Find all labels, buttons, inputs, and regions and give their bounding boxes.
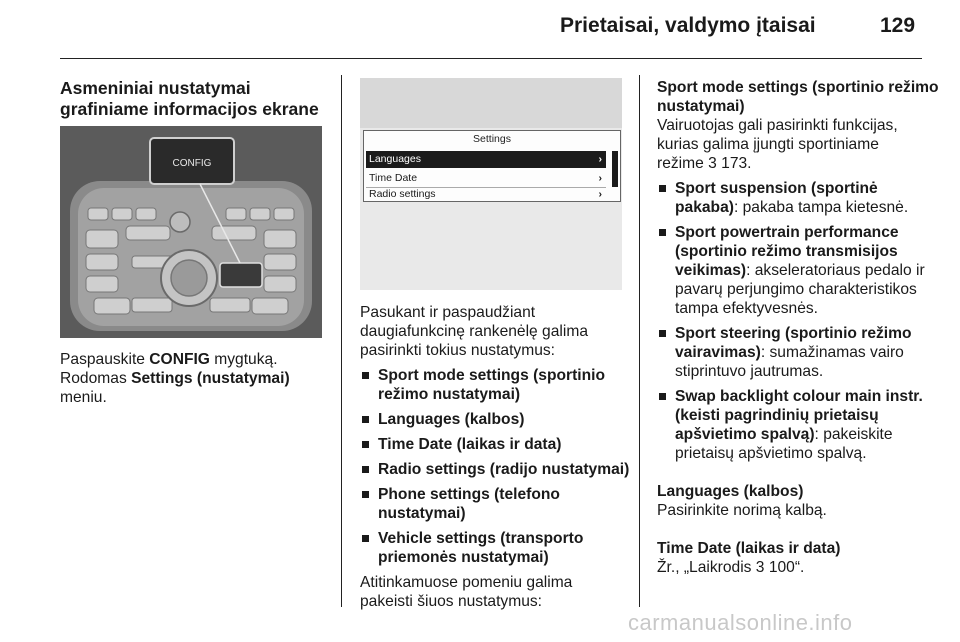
section-heading: Asmeniniai nustatymai grafiniame informacijos ekrane bbox=[60, 78, 319, 119]
screen-item-languages: Languages › bbox=[366, 151, 606, 168]
settings-screen-image bbox=[360, 78, 622, 290]
column-1-text: Paspauskite CONFIG mygtuką. Rodomas Settings (nustatymai) meniu. bbox=[60, 350, 330, 407]
running-header-title: Prietaisai, valdymo įtaisai bbox=[560, 14, 816, 37]
column-3: Sport mode settings (sportinio režimo nustatymai) Vairuotojas gali pasirinkti funkcijas, kurias galima įjungti sportiniame režime 3 173. Sport suspension (sportinė pakaba): pakaba tampa kietesnė. Sport powertrain performance (sportinio režimo transmisijos veikimas): akseleratoriaus pedalo ir pavarų perjungimo charakteristikos tampa efektyvesnės. Sport steering (sportinio režimo vairavimas): sumažinamas vairo stiprintuvo jautrumas. Swap backlight colour main instr. (keisti pagrindinių prietaisų apšvietimo spalvą): pakeiskite prietaisų apšvietimo spalvą. Languages (kalbos) Pasirinkite norimą kalbą. Time Date (laikas ir data) Žr., „Laikrodis 3 100“. bbox=[657, 78, 957, 577]
bullet-phone-settings: Phone settings (telefono nustatymai) bbox=[360, 485, 635, 523]
bullet-vehicle-settings: Vehicle settings (transporto priemonės nustatymai) bbox=[360, 529, 635, 567]
dashboard-photo bbox=[60, 126, 322, 338]
screen-item-radio-settings: Radio settings › bbox=[369, 188, 602, 200]
page-ref-arrow-icon: 3 bbox=[755, 559, 765, 576]
page-ref-arrow-icon: 3 bbox=[708, 155, 717, 172]
column-1 bbox=[60, 78, 330, 120]
column-divider-left bbox=[341, 75, 342, 607]
column-2: Pasukant ir paspaudžiant daugiafunkcinę rankenėlę galima pasirinkti tokius nustatymus: Sport mode settings (sportinio režimo nustatymai) Languages (kalbos) Time Date (laikas ir data) Radio settings (radijo nustatymai) Phone settings (telefono nustatymai) Vehicle settings (transporto priemonės nustatymai) Atitinkamuose pomeniu galima pakeisti šiuos nustatymus: bbox=[360, 303, 635, 611]
instruction-press-config: Paspauskite CONFIG mygtuką. bbox=[60, 351, 278, 368]
time-date-heading: Time Date (laikas ir data) bbox=[657, 540, 841, 557]
bullet-sport-mode: Sport mode settings (sportinio režimo nustatymai) bbox=[360, 366, 635, 404]
photo-config-label: CONFIG bbox=[172, 158, 212, 169]
page-number: 129 bbox=[880, 14, 916, 37]
sport-mode-heading: Sport mode settings (sportinio režimo bbox=[657, 79, 939, 96]
bullet-sport-powertrain: Sport powertrain performance (sportinio režimo transmisijos veikimas): akseleratoriaus pedalo ir pavarų perjungimo charakteristikos tampa efektyvesnės. bbox=[657, 223, 957, 318]
bullet-sport-suspension: Sport suspension (sportinė pakaba): pakaba tampa kietesnė. bbox=[657, 179, 957, 217]
bullet-sport-steering: Sport steering (sportinio režimo vairavimas): sumažinamas vairo stiprintuvo jautrumas. bbox=[657, 324, 957, 381]
header-rule bbox=[60, 58, 922, 59]
column-divider-right bbox=[639, 75, 640, 607]
bullet-swap-backlight: Swap backlight colour main instr. (keisti pagrindinių prietaisų apšvietimo spalvą): pakeiskite prietaisų apšvietimo spalvą. bbox=[657, 387, 957, 463]
instruction-settings-shown: Rodomas Settings (nustatymai) bbox=[60, 370, 290, 387]
watermark: carmanualsonline.info bbox=[628, 610, 853, 635]
languages-heading: Languages (kalbos) bbox=[657, 483, 804, 500]
center-console-illustration bbox=[60, 126, 322, 338]
screen-title: Settings bbox=[473, 133, 511, 145]
bullet-radio-settings: Radio settings (radijo nustatymai) bbox=[360, 460, 635, 479]
bullet-languages: Languages (kalbos) bbox=[360, 410, 635, 429]
settings-bullet-list bbox=[360, 366, 635, 567]
screen-scrollbar bbox=[612, 151, 618, 187]
sport-options-list bbox=[657, 179, 957, 463]
bullet-time-date: Time Date (laikas ir data) bbox=[360, 435, 635, 454]
screen-item-time-date: Time Date › bbox=[366, 170, 606, 188]
